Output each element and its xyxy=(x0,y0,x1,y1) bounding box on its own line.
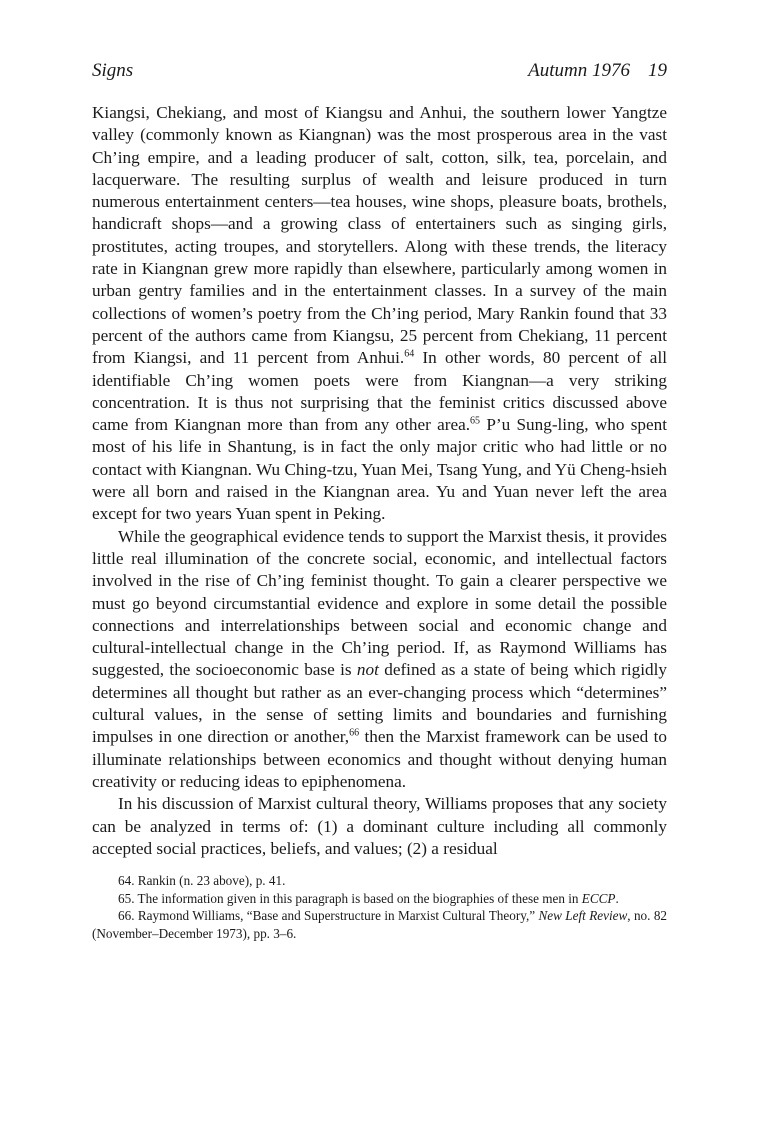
paragraph-2-emphasis: not xyxy=(356,660,379,680)
footnote-66-emphasis: New Left Review xyxy=(538,908,628,924)
footnote-66-text-b: , no. 82 (November–December 1973), pp. 3–6. xyxy=(92,908,668,941)
footnote-ref-65: 65 xyxy=(470,415,481,427)
footnotes xyxy=(92,872,667,942)
footnote-ref-66: 66 xyxy=(349,727,360,739)
footnote-64: 64. Rankin (n. 23 above), p. 41. xyxy=(118,873,286,889)
footnote-65-text-b: . xyxy=(615,890,619,906)
issue-date: Autumn 1976 xyxy=(528,60,630,81)
paragraph-1 xyxy=(92,102,667,526)
journal-title: Signs xyxy=(92,60,134,81)
footnote-ref-64: 64 xyxy=(404,348,415,360)
paragraph-2-text-c: then the Marxist framework can be used to illuminate relationships between economics and thought without denying human creativity or reducing ideas to epiphenomena. xyxy=(92,727,667,791)
footnote-65-emphasis: ECCP xyxy=(581,890,616,906)
paragraph-1-text-a: Kiangsi, Chekiang, and most of Kiangsu and Anhui, the southern lower Yangtze valley (commonly known as Kiangnan) was the most prosperous area in the vast Ch’ing empire, and a leading producer of salt, cotton, silk, tea, porcelain, and lacquerware. The resulting surplus of wealth and leisure produced in turn numerous entertainment centers—tea houses, wine shops, pleasure boats, brothels, handicraft shops—and a growing class of entertainers such as singing girls, prostitutes, acting troupes, and storytellers. Along with these trends, the literacy rate in Kiangnan grew more rapidly than elsewhere, particularly among women in urban gentry families and in the entertainment classes. In a survey of the main collections of women’s poetry from the Ch’ing period, Mary Rankin found that 33 percent of the authors came from Kiangsu, 25 percent from Chekiang, 11 percent from Kiangsi, and 11 percent from Anhui. xyxy=(92,103,667,368)
paragraph-2 xyxy=(92,526,667,794)
article-page xyxy=(92,60,667,942)
paragraph-1-text-c: P’u Sung-ling, who spent most of his life in Shantung, is in fact the only major critic who had little or no contact with Kiangnan. Wu Ching-tzu, Yuan Mei, Tsang Yung, and Yü Cheng-hsieh were all born and raised in the Kiangnan area. Yu and Yuan never left the area except for two years Yuan spent in Peking. xyxy=(92,415,668,524)
paragraph-2-text-a: While the geographical evidence tends to support the Marxist thesis, it provides little real illumination of the concrete social, economic, and intellectual factors involved in the rise of Ch’ing feminist thought. To gain a clearer perspective we must go beyond circumstantial evidence and explore in some detail the possible connections and interrelationships between social and economic change and cultural-intellectual change in the Ch’ing period. If, as Raymond Williams has suggested, the socioeconomic base is xyxy=(92,526,667,680)
body-text xyxy=(92,102,667,860)
paragraph-2-text-b: defined as a state of being which rigidly determines all thought but rather as an ever-changing process which “determines” cultural values, in the sense of setting limits and boundaries and furnishing impulses in one direction or another, xyxy=(92,660,667,747)
footnote-65-text-a: 65. The information given in this paragraph is based on the biographies of these men in xyxy=(118,890,582,906)
footnote-65 xyxy=(92,890,667,908)
header-right xyxy=(528,60,667,82)
footnote-66 xyxy=(92,907,667,942)
page-number: 19 xyxy=(648,60,667,81)
paragraph-3 xyxy=(92,793,667,860)
paragraph-1-text-b: In other words, 80 percent of all identifiable Ch’ing women poets were from Kiangnan—a very striking concentration. It is thus not surprising that the feminist critics discussed above came from Kiangnan more than from any other area. xyxy=(92,348,667,435)
running-header xyxy=(92,60,667,86)
footnote-66-text-a: 66. Raymond Williams, “Base and Superstructure in Marxist Cultural Theory,” xyxy=(118,908,539,924)
paragraph-3-text: In his discussion of Marxist cultural theory, Williams proposes that any society can be analyzed in terms of: (1) a dominant culture including all commonly accepted social practices, beliefs, and values; (2) a residual xyxy=(92,794,667,858)
